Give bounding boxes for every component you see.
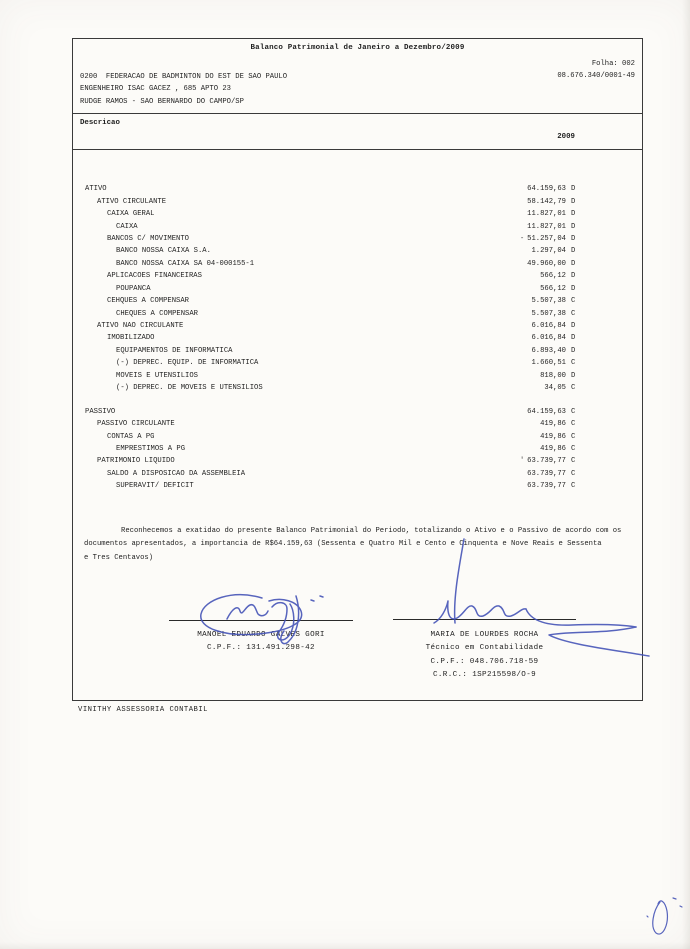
declaration-line: Reconhecemos a exatidao do presente Balanco Patrimonial do Periodo, totalizando o Ativo e o Passivo de acordo com os (121, 527, 622, 535)
row-debit-credit-indicator: D (571, 272, 576, 281)
row-debit-credit-indicator: D (571, 210, 576, 219)
row-value: 1.297,04 (531, 247, 566, 256)
row-label: MOVEIS E UTENSILIOS (116, 371, 198, 380)
statement-row (73, 443, 642, 455)
row-debit-credit-indicator: C (571, 444, 576, 453)
row-value: 5.507,38 (531, 297, 566, 306)
scan-edge-shading (682, 0, 690, 949)
cnpj-number: 08.676.340/0001-49 (557, 72, 635, 80)
entity-address-block (80, 71, 287, 108)
row-value: 63.739,77 (527, 469, 566, 478)
row-debit-credit-indicator: D (571, 222, 576, 231)
statement-row (73, 195, 642, 207)
entity-name-line: 0200 FEDERACAO DE BADMINTON DO EST DE SAO PAULO (80, 73, 288, 81)
row-label: CAIXA GERAL (107, 210, 155, 219)
statement-row (73, 370, 642, 382)
signatory-block-left (161, 629, 361, 656)
statement-row (73, 245, 642, 257)
statement-row (73, 332, 642, 344)
statement-row (73, 480, 642, 492)
statement-row (73, 357, 642, 369)
row-value: 34,05 (544, 384, 566, 393)
row-value: 11.827,01 (527, 210, 566, 219)
header-divider-bottom (72, 149, 643, 150)
row-value: 5.507,38 (531, 309, 566, 318)
row-label: EQUIPAMENTOS DE INFORMATICA (116, 346, 233, 355)
signatory-block-right (383, 629, 586, 682)
row-value: 6.893,40 (531, 346, 566, 355)
row-label: CAIXA (116, 222, 138, 231)
row-value: 11.827,01 (527, 222, 566, 231)
pen-tick-mark: - (519, 234, 525, 243)
pen-tick-mark: ' (519, 457, 525, 466)
row-label: ATIVO CIRCULANTE (97, 197, 167, 206)
entity-city-line: RUDGE RAMOS - SAO BERNARDO DO CAMPO/SP (80, 97, 244, 106)
row-debit-credit-indicator: D (571, 185, 576, 194)
row-value: 6.016,84 (531, 334, 566, 343)
document-frame (72, 38, 643, 701)
column-header-year: 2009 (557, 133, 575, 141)
statement-row (73, 320, 642, 332)
row-label: IMOBILIZADO (107, 334, 155, 343)
statement-row (73, 258, 642, 270)
header-divider-top (72, 113, 643, 114)
row-label: PATRIMONIO LIQUIDO (97, 457, 175, 466)
column-header-description: Descricao (80, 119, 120, 127)
row-label: SUPERAVIT/ DEFICIT (116, 482, 194, 491)
row-value: 566,12 (540, 284, 566, 293)
row-debit-credit-indicator: C (571, 469, 576, 478)
row-value: 64.159,63 (527, 407, 566, 416)
row-label: POUPANCA (116, 284, 151, 293)
statement-row (73, 283, 642, 295)
row-debit-credit-indicator: C (571, 384, 576, 393)
row-value: 566,12 (540, 272, 566, 281)
statement-row (73, 208, 642, 220)
row-label: ATIVO (85, 185, 107, 194)
row-debit-credit-indicator: D (571, 234, 576, 243)
row-label: PASSIVO (85, 407, 116, 416)
statement-row (73, 455, 642, 467)
row-value: 818,00 (540, 371, 566, 380)
row-label: PASSIVO CIRCULANTE (97, 420, 175, 429)
row-label: BANCO NOSSA CAIXA SA 04-000155-1 (116, 259, 255, 268)
statement-row (73, 382, 642, 394)
row-label: APLICACOES FINANCEIRAS (107, 272, 202, 281)
row-value: 64.159,63 (527, 185, 566, 194)
sheet-number: Folha: 002 (591, 60, 635, 68)
footer-company-name: VINITHY ASSESSORIA CONTABIL (78, 706, 208, 714)
row-debit-credit-indicator: C (571, 359, 576, 368)
scan-edge-shading (0, 942, 690, 949)
page-title: Balanco Patrimonial de Janeiro a Dezembro/2009 (250, 44, 465, 52)
statement-row (73, 430, 642, 442)
signatory-name: MANOEL EDUARDO GALVES GORI (197, 631, 325, 639)
row-value: 419,86 (540, 444, 566, 453)
signature-line-left (169, 620, 353, 621)
row-value: 58.142,79 (527, 197, 566, 206)
row-label: CEHQUES A COMPENSAR (107, 297, 189, 306)
row-debit-credit-indicator: C (571, 407, 576, 416)
section-gap (73, 394, 642, 405)
declaration-line: e Tres Centavos) (84, 553, 154, 562)
signatory-name: MARIA DE LOURDES ROCHA (430, 631, 539, 639)
row-debit-credit-indicator: C (571, 457, 576, 466)
statement-row (73, 307, 642, 319)
row-label: (-) DEPREC. EQUIP. DE INFORMATICA (116, 359, 259, 368)
row-value: 419,86 (540, 432, 566, 441)
statement-row (73, 233, 642, 245)
row-debit-credit-indicator: D (571, 197, 576, 206)
entity-street-line: ENGENHEIRO ISAC GACEZ , 685 APTO 23 (80, 85, 231, 94)
statement-row (73, 405, 642, 417)
statement-row (73, 220, 642, 232)
row-debit-credit-indicator: C (571, 432, 576, 441)
row-debit-credit-indicator: D (571, 259, 576, 268)
row-debit-credit-indicator: C (571, 420, 576, 429)
statement-row (73, 418, 642, 430)
statement-row (73, 270, 642, 282)
row-debit-credit-indicator: C (571, 297, 576, 306)
signatory-role: Técnico em Contabilidade (425, 644, 544, 653)
row-debit-credit-indicator: D (571, 334, 576, 343)
row-value: 6.016,84 (531, 322, 566, 331)
row-value: 1.660,51 (531, 359, 566, 368)
row-debit-credit-indicator: D (571, 346, 576, 355)
row-debit-credit-indicator: C (571, 482, 576, 491)
row-label: EMPRESTIMOS A PG (116, 444, 186, 453)
signatory-crc: C.R.C.: 1SP215598/O-9 (432, 670, 537, 679)
signatory-cpf: C.P.F.: 048.706.718-59 (430, 657, 539, 666)
signatory-cpf: C.P.F.: 131.491.298-42 (207, 644, 315, 653)
pen-mark-icon (647, 898, 682, 934)
row-value: 419,86 (540, 420, 566, 429)
row-value: 63.739,77 (527, 482, 566, 491)
statement-row (73, 183, 642, 195)
row-value: 49.960,00 (527, 259, 566, 268)
row-label: CHEQUES A COMPENSAR (116, 309, 198, 318)
statement-row (73, 295, 642, 307)
statement-rows (73, 183, 642, 493)
declaration-line: documentos apresentados, a importancia de R$64.159,63 (Sessenta e Quatro Mil e Cento e Cinquenta e Nove Reais e Sessenta (84, 540, 602, 549)
row-label: SALDO A DISPOSICAO DA ASSEMBLEIA (107, 469, 246, 478)
row-debit-credit-indicator: D (571, 247, 576, 256)
declaration-paragraph (84, 525, 629, 565)
statement-row (73, 468, 642, 480)
statement-row (73, 345, 642, 357)
row-label: ATIVO NAO CIRCULANTE (97, 322, 184, 331)
row-label: (-) DEPREC. DE MOVEIS E UTENSILIOS (116, 384, 263, 393)
row-value: 63.739,77 (527, 457, 566, 466)
row-label: BANCO NOSSA CAIXA S.A. (116, 247, 211, 256)
signature-line-right (393, 619, 576, 620)
row-debit-credit-indicator: D (571, 322, 576, 331)
row-debit-credit-indicator: D (571, 284, 576, 293)
row-debit-credit-indicator: C (571, 309, 576, 318)
row-debit-credit-indicator: D (571, 371, 576, 380)
row-label: BANCOS C/ MOVIMENTO (107, 234, 189, 243)
row-label: CONTAS A PG (107, 432, 155, 441)
row-value: 51.257,04 (527, 234, 566, 243)
